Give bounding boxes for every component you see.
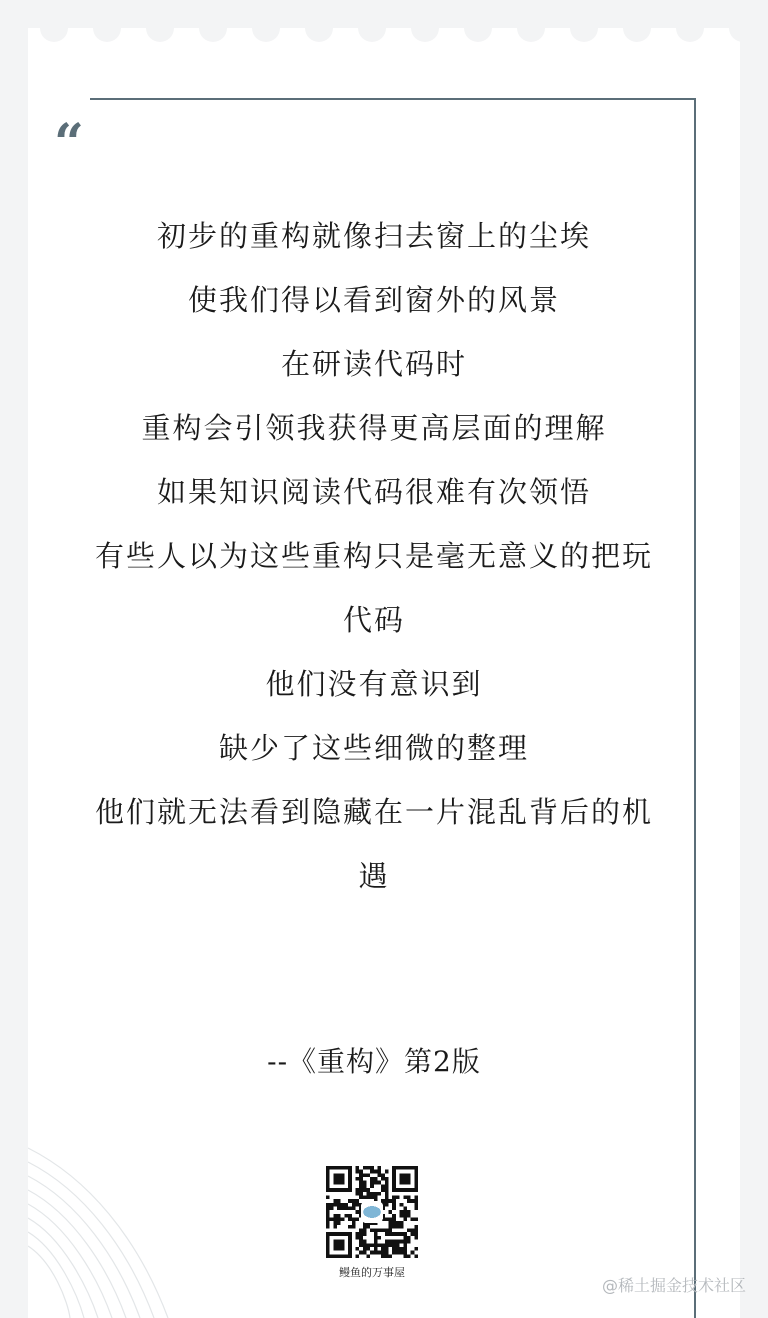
- decorative-waves-icon: [28, 1138, 208, 1318]
- quote-line: 代码: [342, 603, 405, 637]
- quote-line: 使我们得以看到窗外的风景: [187, 283, 560, 317]
- quote-line: 重构会引领我获得更高层面的理解: [141, 411, 607, 445]
- quote-line: 有些人以为这些重构只是毫无意义的把玩: [94, 539, 653, 573]
- quote-line: 他们没有意识到: [265, 667, 483, 701]
- quote-mark-icon: “: [54, 113, 84, 174]
- quote-attribution: --《重构》第2版: [267, 1045, 481, 1078]
- quote-line: 初步的重构就像扫去窗上的尘埃: [156, 219, 591, 253]
- quote-text: [68, 204, 680, 908]
- quote-line: 在研读代码时: [280, 347, 467, 381]
- quote-line: 缺少了这些细微的整理: [218, 731, 529, 765]
- quote-line: 遇: [358, 859, 390, 893]
- quote-line: 如果知识阅读代码很难有次领悟: [156, 475, 591, 509]
- watermark: @稀土掘金技术社区: [601, 1276, 746, 1295]
- qr-code-icon: [326, 1166, 418, 1258]
- scalloped-edge: [28, 28, 740, 68]
- quote-card: [28, 28, 740, 1318]
- quote-line: 他们就无法看到隐藏在一片混乱背后的机: [94, 795, 653, 829]
- qr-code-block: [324, 1166, 420, 1280]
- qr-caption: 鳗鱼的万事屋: [339, 1266, 405, 1279]
